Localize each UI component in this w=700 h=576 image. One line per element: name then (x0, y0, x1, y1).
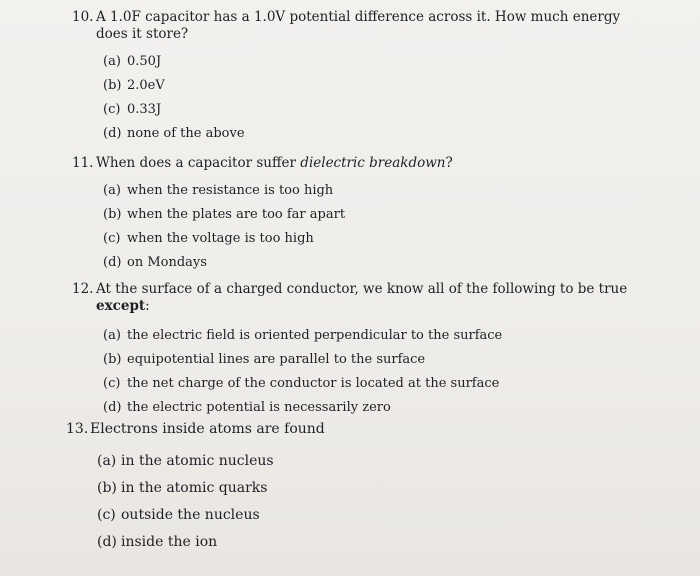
option-d (72, 399, 672, 416)
question-12 (72, 281, 672, 416)
option-b (72, 206, 642, 223)
option-c (66, 506, 636, 524)
option-label: (c) (103, 231, 121, 246)
question-number: 13. (66, 421, 89, 437)
option-c (72, 101, 642, 118)
stem-text: A 1.0F capacitor has a 1.0V potential difference across it. How much energy does it store? (96, 9, 621, 42)
option-label: (b) (97, 480, 117, 496)
option-text: on Mondays (127, 255, 207, 270)
stem-emphasis: dielectric breakdown (300, 155, 446, 171)
option-c (72, 230, 642, 247)
option-label: (d) (103, 400, 122, 415)
option-b (72, 77, 642, 94)
option-text: outside the nucleus (121, 507, 260, 523)
option-label: (a) (103, 183, 121, 198)
question-13 (66, 420, 636, 551)
option-text: equipotential lines are parallel to the surface (127, 352, 426, 367)
option-label: (b) (103, 352, 122, 367)
stem-text: Electrons inside atoms are found (90, 421, 325, 437)
option-d (66, 533, 636, 551)
option-a (72, 327, 672, 344)
stem-text: When does a capacitor suffer (96, 155, 301, 171)
question-stem (66, 420, 636, 438)
option-text: in the atomic quarks (121, 480, 268, 496)
option-text: when the plates are too far apart (127, 207, 346, 222)
option-c (72, 375, 672, 392)
option-a (72, 53, 642, 70)
option-text: 0.50J (127, 54, 162, 69)
option-text: 0.33J (127, 102, 162, 117)
option-text: 2.0eV (127, 78, 165, 93)
option-label: (b) (103, 78, 122, 93)
option-b (72, 351, 672, 368)
option-text: the net charge of the conductor is located at the surface (127, 376, 500, 391)
option-label: (c) (97, 507, 116, 523)
option-label: (c) (103, 102, 121, 117)
question-number: 10. (72, 9, 94, 25)
option-d (72, 254, 642, 271)
option-label: (d) (103, 126, 122, 141)
question-number: 11. (72, 155, 94, 171)
option-label: (a) (103, 54, 121, 69)
stem-text: At the surface of a charged conductor, we know all of the following to be true (96, 281, 628, 297)
question-stem (72, 281, 672, 315)
option-label: (c) (103, 376, 121, 391)
stem-emphasis: except (96, 298, 146, 314)
question-stem (72, 155, 642, 172)
option-text: inside the ion (121, 534, 218, 550)
option-label: (b) (103, 207, 122, 222)
stem-text-end: ? (445, 155, 453, 171)
option-text: when the resistance is too high (127, 183, 334, 198)
option-text: when the voltage is too high (127, 231, 314, 246)
option-label: (a) (97, 453, 117, 469)
question-stem (72, 9, 642, 43)
option-label: (d) (103, 255, 122, 270)
option-a (72, 182, 642, 199)
option-label: (a) (103, 328, 121, 343)
option-text: in the atomic nucleus (121, 453, 274, 469)
option-label: (d) (97, 534, 117, 550)
question-11 (72, 155, 642, 271)
question-number: 12. (72, 281, 94, 297)
option-a (66, 452, 636, 470)
option-text: the electric potential is necessarily zero (127, 400, 391, 415)
stem-text-end: : (145, 298, 150, 314)
question-10 (72, 9, 642, 142)
option-text: the electric field is oriented perpendicular to the surface (127, 328, 503, 343)
option-d (72, 125, 642, 142)
option-b (66, 479, 636, 497)
option-text: none of the above (127, 126, 245, 141)
